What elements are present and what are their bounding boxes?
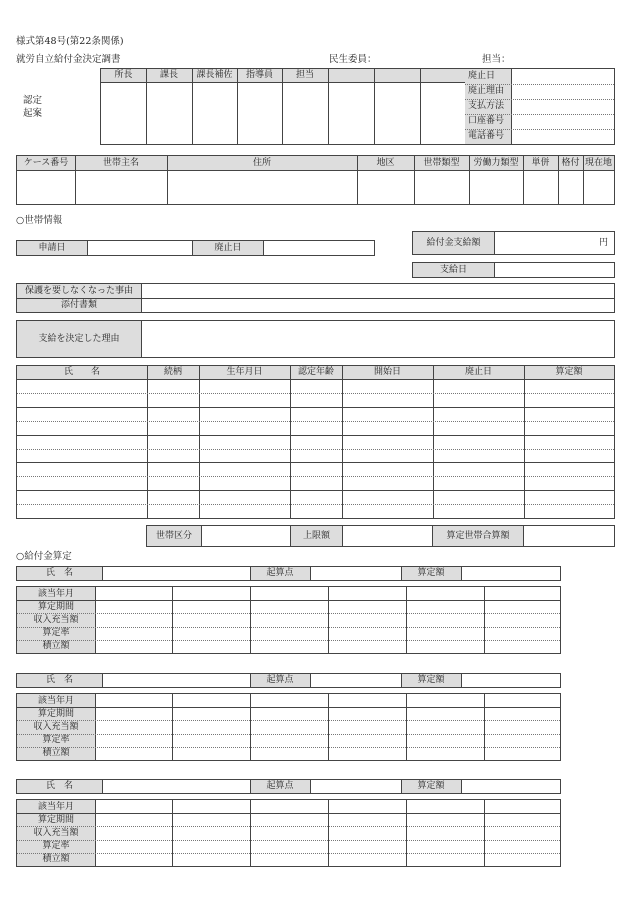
- welfare-commissioner-label: 民生委員：: [329, 54, 377, 65]
- members-header-3: 認定年齢: [297, 367, 334, 377]
- benefit-amount-row: [412, 231, 615, 255]
- calc-row-label-2-4: 積立額: [42, 854, 70, 865]
- members-header-0: 氏 名: [63, 367, 100, 377]
- member-row-line: [17, 393, 614, 394]
- payment-reason-label: 支給を決定した理由: [38, 334, 120, 344]
- household-category-label: 世帯区分: [155, 531, 192, 541]
- case-header-6: 単併: [531, 158, 550, 168]
- application-date-label: 申請日: [38, 243, 66, 253]
- calc-table-2: [16, 799, 561, 867]
- approval-info-label-4: 電話番号: [468, 131, 505, 141]
- calc-name-row-2: [16, 779, 561, 794]
- members-table: [16, 365, 615, 519]
- form-number: 様式第48号(第22条関係): [16, 36, 124, 47]
- members-header-5: 廃止日: [464, 367, 492, 377]
- calc-row-label-2-3: 算定率: [42, 841, 70, 852]
- attached-documents-label: 添付書類: [60, 300, 97, 310]
- case-header-2: 住所: [252, 158, 271, 168]
- approval-col-4: 担当: [295, 70, 314, 80]
- calc-amount-label-2: 算定額: [417, 781, 445, 791]
- calc-row-label-2-0: 該当年月: [37, 801, 74, 812]
- approval-info-label-3: 口座番号: [468, 116, 505, 126]
- calc-row-label-0-1: 算定期間: [37, 601, 74, 612]
- approval-col-1: 課長: [159, 70, 178, 80]
- calc-row-label-0-2: 収入充当額: [33, 614, 79, 625]
- member-row-line: [17, 490, 614, 491]
- person-in-charge-label: 担当：: [482, 54, 511, 65]
- calc-start-label-1: 起算点: [266, 675, 294, 685]
- member-row-line: [17, 449, 614, 450]
- members-header-4: 開始日: [373, 367, 401, 377]
- calc-row-label-2-1: 算定期間: [37, 814, 74, 825]
- member-row-line: [17, 407, 614, 408]
- calc-table-0: [16, 586, 561, 654]
- household-info-title: ○世帯情報: [16, 215, 63, 226]
- case-header-1: 世帯主名: [102, 158, 139, 168]
- calc-name-row-0: [16, 566, 561, 581]
- calc-row-label-1-3: 算定率: [42, 735, 70, 746]
- calc-row-label-0-0: 該当年月: [37, 588, 74, 599]
- calc-amount-label-1: 算定額: [417, 675, 445, 685]
- calc-name-label-1: 氏 名: [45, 675, 73, 685]
- member-row-line: [17, 476, 614, 477]
- calc-name-row-1: [16, 673, 561, 688]
- calculation-title: ○給付金算定: [16, 551, 72, 562]
- approval-label-2: 起案: [23, 108, 43, 119]
- yen-label: 円: [599, 238, 609, 248]
- payment-date-label: 支給日: [439, 265, 467, 275]
- household-summary-row: [146, 525, 615, 547]
- calc-start-label-0: 起算点: [266, 568, 294, 578]
- case-table: [16, 155, 615, 205]
- reason-table: [16, 283, 615, 313]
- calc-name-label-0: 氏 名: [45, 568, 73, 578]
- upper-limit-label: 上限額: [302, 531, 330, 541]
- calc-row-label-1-4: 積立額: [42, 748, 70, 759]
- calc-row-label-1-2: 収入充当額: [33, 721, 79, 732]
- payment-reason-box: [16, 320, 615, 358]
- approval-col-0: 所長: [114, 70, 133, 80]
- calc-row-label-2-2: 収入充当額: [33, 827, 79, 838]
- payment-date-row: [412, 262, 615, 278]
- approval-stamp-table: [100, 68, 615, 145]
- calc-name-label-2: 氏 名: [45, 781, 73, 791]
- calc-table-1: [16, 693, 561, 761]
- member-row-line: [17, 435, 614, 436]
- members-header-6: 算定額: [555, 367, 583, 377]
- calc-row-label-0-3: 算定率: [42, 628, 70, 639]
- case-header-4: 世帯類型: [423, 158, 460, 168]
- member-row-line: [17, 504, 614, 505]
- case-header-8: 現在地: [584, 158, 612, 168]
- members-header-2: 生年月日: [226, 367, 263, 377]
- calc-row-label-1-1: 算定期間: [37, 708, 74, 719]
- approval-info-label-0: 廃止日: [468, 71, 496, 81]
- benefit-amount-label: 給付金支給額: [426, 238, 481, 248]
- abolition-date-label: 廃止日: [214, 243, 242, 253]
- calc-row-label-1-0: 該当年月: [37, 695, 74, 706]
- case-header-3: 地区: [376, 158, 395, 168]
- case-header-5: 労働力類型: [473, 158, 519, 168]
- member-row-line: [17, 421, 614, 422]
- approval-info-label-2: 支払方法: [468, 101, 505, 111]
- approval-col-2: 課長補佐: [196, 70, 233, 80]
- case-header-7: 格付: [561, 158, 580, 168]
- calc-row-label-0-4: 積立額: [42, 641, 70, 652]
- household-total-label: 算定世帯合算額: [446, 531, 510, 541]
- approval-label-1: 認定: [23, 95, 43, 106]
- member-row-line: [17, 462, 614, 463]
- page-title: 就労自立給付金決定調書: [16, 54, 121, 65]
- no-protection-reason-label: 保護を要しなくなった事由: [24, 286, 133, 296]
- calc-amount-label-0: 算定額: [417, 568, 445, 578]
- application-row: [16, 240, 375, 256]
- approval-info-label-1: 廃止理由: [468, 86, 505, 96]
- calc-start-label-2: 起算点: [266, 781, 294, 791]
- members-header-1: 続柄: [163, 367, 182, 377]
- case-header-0: ケース番号: [23, 158, 69, 168]
- approval-col-3: 指導員: [245, 70, 273, 80]
